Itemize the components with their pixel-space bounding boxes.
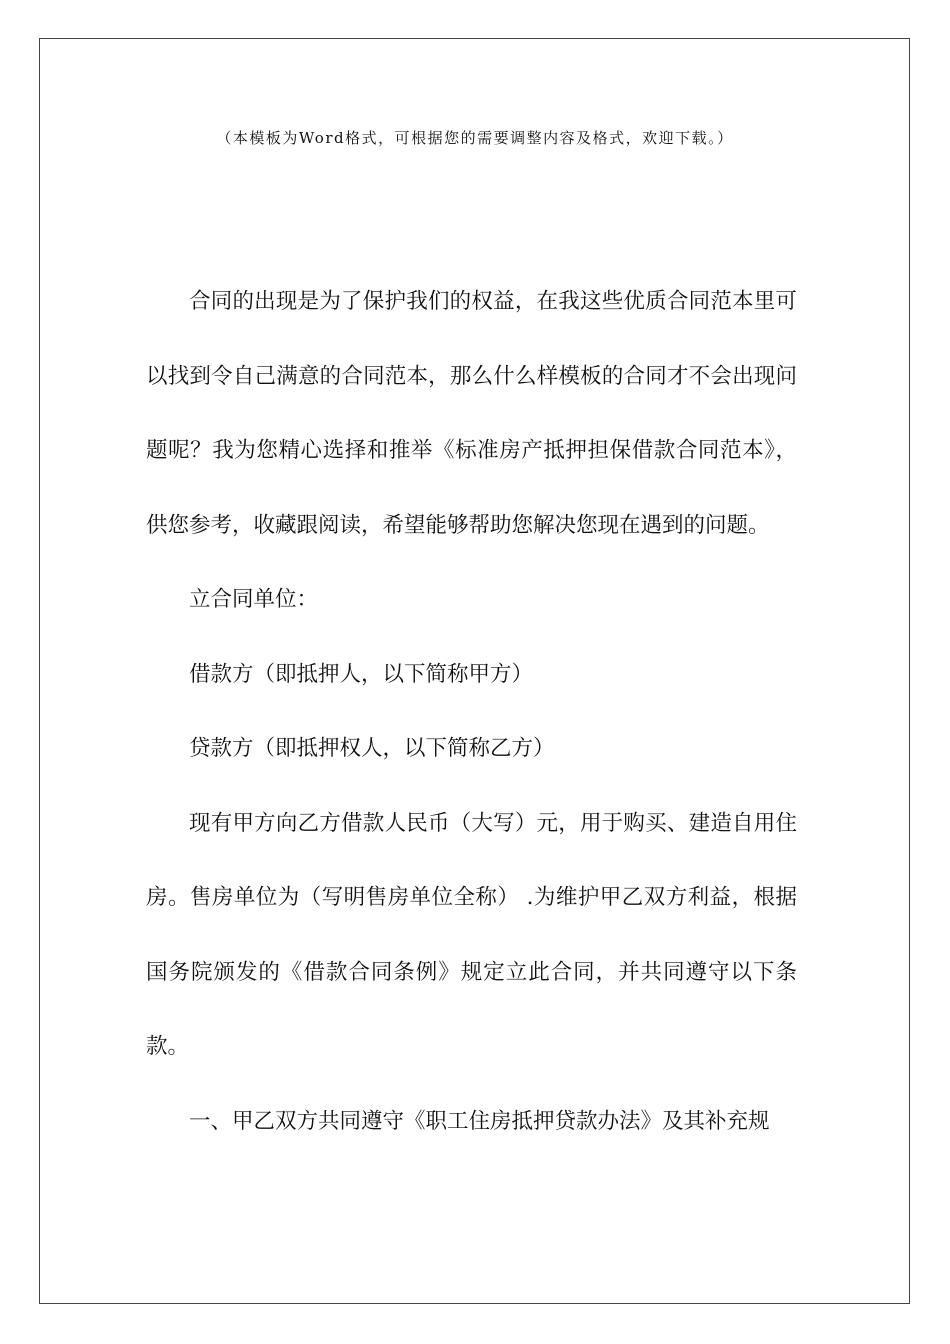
document-body <box>146 265 797 1159</box>
borrower-line: 借款方（即抵押人，以下简称甲方） <box>189 661 534 687</box>
template-note: （本模板为Word格式，可根据您的需要调整内容及格式，欢迎下载。） <box>216 129 734 147</box>
contract-parties-heading: 立合同单位： <box>189 587 319 612</box>
clause-one-paragraph: 一、甲乙双方共同遵守《职工住房抵押贷款办法》及其补充规 <box>189 1108 770 1134</box>
intro-paragraph: 合同的出现是为了保护我们的权益，在我这些优质合同范本里可以找到令自己满意的合同范本，那么什么样模板的合同才不会出现问题呢？我为您精心选择和推举《标准房产抵押担保借款合同范本》，供您参考，收藏跟阅读，希望能够帮助您解决您现在遇到的问题。 <box>146 289 797 538</box>
loan-purpose-paragraph: 现有甲方向乙方借款人民币（大写）元，用于购买、建造自用住房。售房单位为（写明售房单位全称） .为维护甲乙双方利益，根据国务院颁发的《借款合同条例》规定立此合同，并共同遵守以下条款。 <box>146 810 797 1059</box>
lender-line: 贷款方（即抵押权人，以下简称乙方） <box>189 736 555 761</box>
